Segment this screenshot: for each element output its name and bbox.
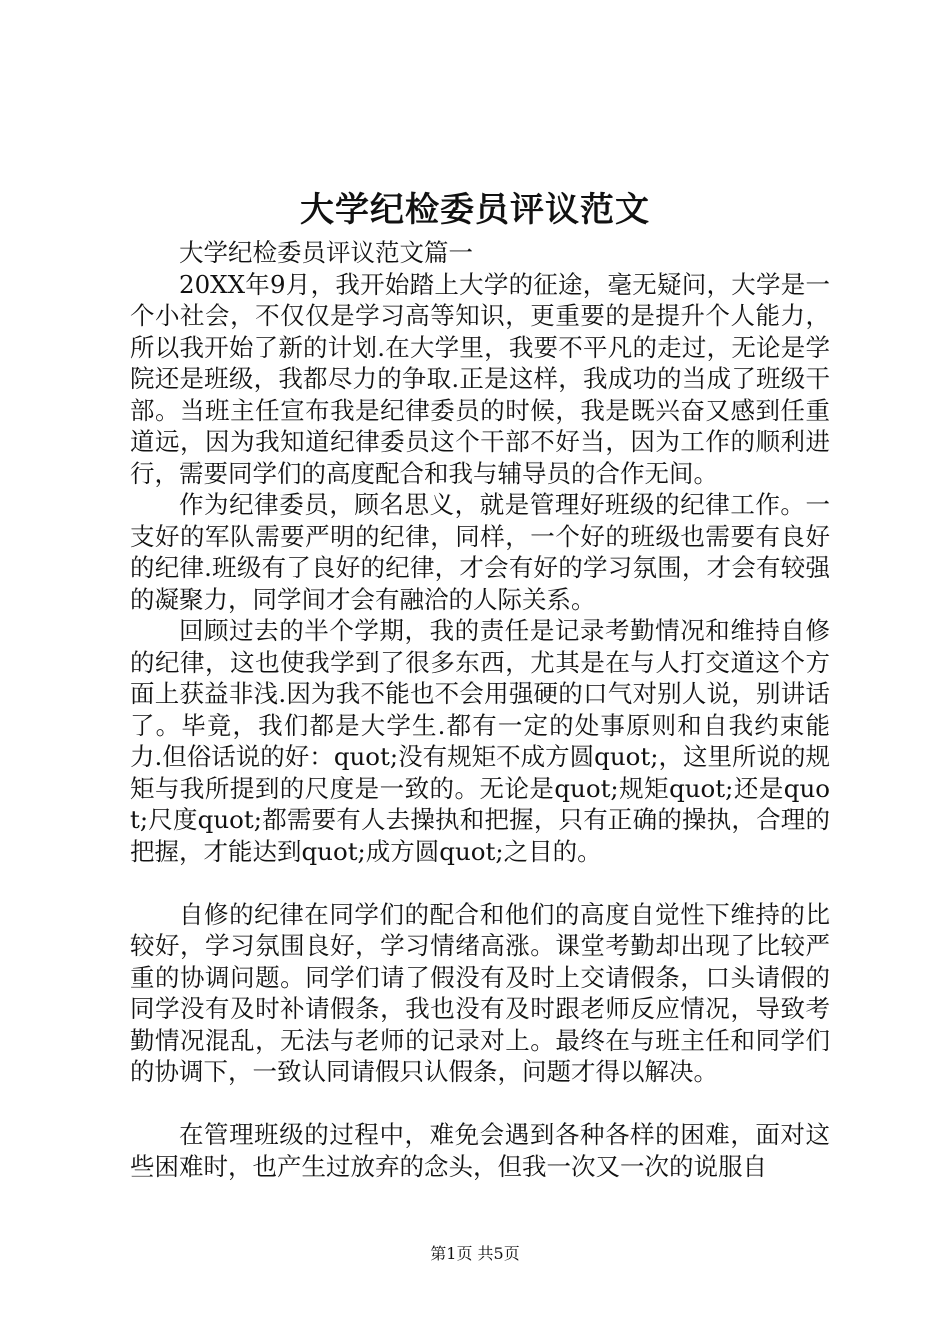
paragraph-5: 在管理班级的过程中，难免会遇到各种各样的困难，面对这些困难时，也产生过放弃的念头，但我一次又一次的说服自 xyxy=(130,1120,830,1181)
document-title: 大学纪检委员评议范文 xyxy=(300,190,650,230)
paragraph-2: 作为纪律委员，顾名思义，就是管理好班级的纪律工作。一支好的军队需要严明的纪律，同样，一个好的班级也需要有良好的纪律.班级有了良好的纪律，才会有好的学习氛围，才会有较强的凝聚力，同学间才会有融洽的人际关系。 xyxy=(130,490,830,614)
document-body xyxy=(130,237,830,1182)
paragraph-4: 自修的纪律在同学们的配合和他们的高度自觉性下维持的比较好，学习氛围良好，学习情绪高涨。课堂考勤却出现了比较严重的协调问题。同学们请了假没有及时上交请假条，口头请假的同学没有及时补请假条，我也没有及时跟老师反应情况，导致考勤情况混乱，无法与老师的记录对上。最终在与班主任和同学们的协调下，一致认同请假只认假条，问题才得以解决。 xyxy=(130,899,830,1086)
page-footer: 第1页 共5页 xyxy=(430,1244,520,1263)
paragraph-subtitle: 大学纪检委员评议范文篇一 xyxy=(179,238,473,267)
paragraph-3: 回顾过去的半个学期，我的责任是记录考勤情况和维持自修的纪律，这也使我学到了很多东西，尤其是在与人打交道这个方面上获益非浅.因为我不能也不会用强硬的口气对别人说，别讲话了。毕竟，我们都是大学生.都有一定的处事原则和自我约束能力.但俗话说的好：quot;没有规矩不成方圆quot;，这里所说的规矩与我所提到的尺度是一致的。无论是quot;规矩quot;还是quot;尺度quot;都需要有人去操执和把握，只有正确的操执，合理的把握，才能达到quot;成方圆quot;之目的。 xyxy=(130,616,830,866)
paragraph-1: 20XX年9月，我开始踏上大学的征途，毫无疑问，大学是一个小社会，不仅仅是学习高等知识，更重要的是提升个人能力，所以我开始了新的计划.在大学里，我要不平凡的走过，无论是学院还是班级，我都尽力的争取.正是这样，我成功的当成了班级干部。当班主任宣布我是纪律委员的时候，我是既兴奋又感到任重道远，因为我知道纪律委员这个干部不好当，因为工作的顺利进行，需要同学们的高度配合和我与辅导员的合作无间。 xyxy=(130,269,830,488)
